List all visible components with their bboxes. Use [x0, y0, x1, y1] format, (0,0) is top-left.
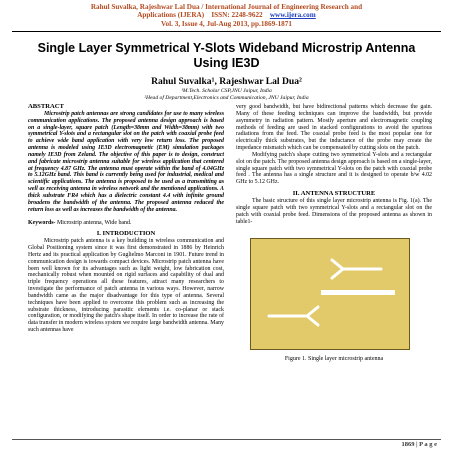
antenna-patch-drawing	[251, 239, 409, 349]
page-number: 1869 | P a g e	[401, 441, 437, 448]
paper-title: Single Layer Symmetrical Y-Slots Wideband Microstrip Antenna Using IE3D	[37, 41, 416, 70]
right-paragraph-2: Modifying patch's shape cutting two symmetrical Y-slots and a rectangular slot on the patch. The proposed antenna design approach is based on a single-layer, single square patch with two symmetrical Y-slots on the patch with coaxial probe feed . The antenna has a single structure and it is designed to operate b/w 4.02 GHz to 5.12 GHz.	[236, 151, 432, 186]
intro-heading: I. INTRODUCTION	[96, 230, 156, 238]
affiliation-1: ¹M.Tech. Scholar CSP,JNU Jaipur, India	[181, 88, 272, 94]
left-column	[28, 104, 224, 334]
intro-text: Microstrip patch antenna is a key building in wireless communication and Global Positioning system since it was first demonstrated in 1886 by Heinrich Hertz and its practical application by Guglielmo Marconi in 1901. Future trend in communication design is towards compact devices. Microstrip patch antenna have been well known for its advantages such as light weight, low fabrication cost, mechanically robust when mounted on rigid surfaces and capability of dual and triple frequency operations all these features, attract many researchers to investigate the performance of patch antenna in various ways. However, narrow bandwidth came as the major disadvantage for this type of antenna. Several techniques have been applied to overcome this problem such as increasing the substrate thickness, introducing parasitic elements i.e. co-planar or stack configuration, or modifying the patch's shape itself. In order to increase the rate of data transfer in modern wireless system we require large bandwidth antenna. Many such antennas have	[28, 238, 224, 334]
structure-text: The basic structure of this single layer microstrip antenna is Fig. 1(a). The single square patch with two symmetrical Y-slots and a rectangular slot on the patch with coaxial probe feed. Dimensions of the proposed antenna as shown in table1-	[236, 197, 432, 225]
journal-header-line1: Rahul Suvalka, Rajeshwar Lal Dua / International Journal of Engineering Research and	[90, 3, 363, 11]
abstract-text: Microstrip patch antennas are strong candidates for use to many wireless communication applications. The proposed antenna design approach is based on a single-layer, square patch (Length=38mm and Width=38mm) with two symmetrical Y-slots and a rectangular slot on the patch with coaxial probe feed to achieve wide band application with very low return loss. The proposed antenna is modeled using IE3D electromagnetic (EM) simulation packages namely IE3D from Zeland. The objective of this paper is to design, construct and fabricate microstrip antenna suitable for wireless application that centered at frequency 4.87 GHz. The antenna must operate within the band of 4.04GHz to 5.12GHz band. This band is currently being used for industrial, medical and scientific applications. The antenna is proposed to be used as a transmitting as well as receiving antenna in wireless network and the mentioned applications. A thick substrate FR4 which has a dielectric constant 4.4 with infinite ground broadens the bandwidth of the antenna. The proposed antenna reduced the return loss as well as increases the bandwidth of the antenna.	[28, 110, 224, 213]
footer-rule	[12, 439, 441, 440]
journal-issn: ISSN: 2248-9622	[211, 11, 263, 20]
journal-short-name: Applications (IJERA)	[137, 11, 205, 20]
affiliation-2: ²Head of Department,Electronics and Communication, JNU Jaipur, India	[144, 95, 309, 101]
journal-url[interactable]: www.ijera.com	[269, 11, 316, 20]
journal-volume: Vol. 3, Issue 4, Jul-Aug 2013, pp.1869-1871	[161, 19, 292, 28]
structure-heading: II. ANTENNA STRUCTURE	[292, 190, 376, 198]
abstract-heading: ABSTRACT	[28, 103, 64, 110]
keywords-label: Keywords-	[28, 219, 56, 226]
journal-header	[10, 3, 443, 28]
figure-caption: Figure 1. Single layer microstrip antenna	[284, 356, 384, 362]
right-column	[236, 104, 432, 225]
right-paragraph-1: very good bandwidth, but have bidirectional patterns which decrease the gain. Many of these feeding techniques can improve the bandwidth, but provide asymmetry in radiation pattern. Mostly aperture and electromagnetic coupling methods of feeding are used in stacked configurations to avoid the spurious radiations from the feed. The coaxial probe feed is the most popular one for electrically thick substrates, but the inductance of the probe may create the impedance mismatch which can be compensated by cutting slots on the patch.	[236, 104, 432, 152]
paper-authors: Rahul Suvalka¹, Rajeshwar Lal Dua²	[151, 76, 302, 87]
keywords	[28, 220, 224, 227]
antenna-figure	[250, 238, 410, 350]
header-rule	[12, 31, 441, 32]
journal-header-line2	[10, 11, 443, 19]
keywords-text: Microstrip antenna, Wide band.	[55, 219, 132, 226]
rectangular-slot	[321, 290, 395, 295]
